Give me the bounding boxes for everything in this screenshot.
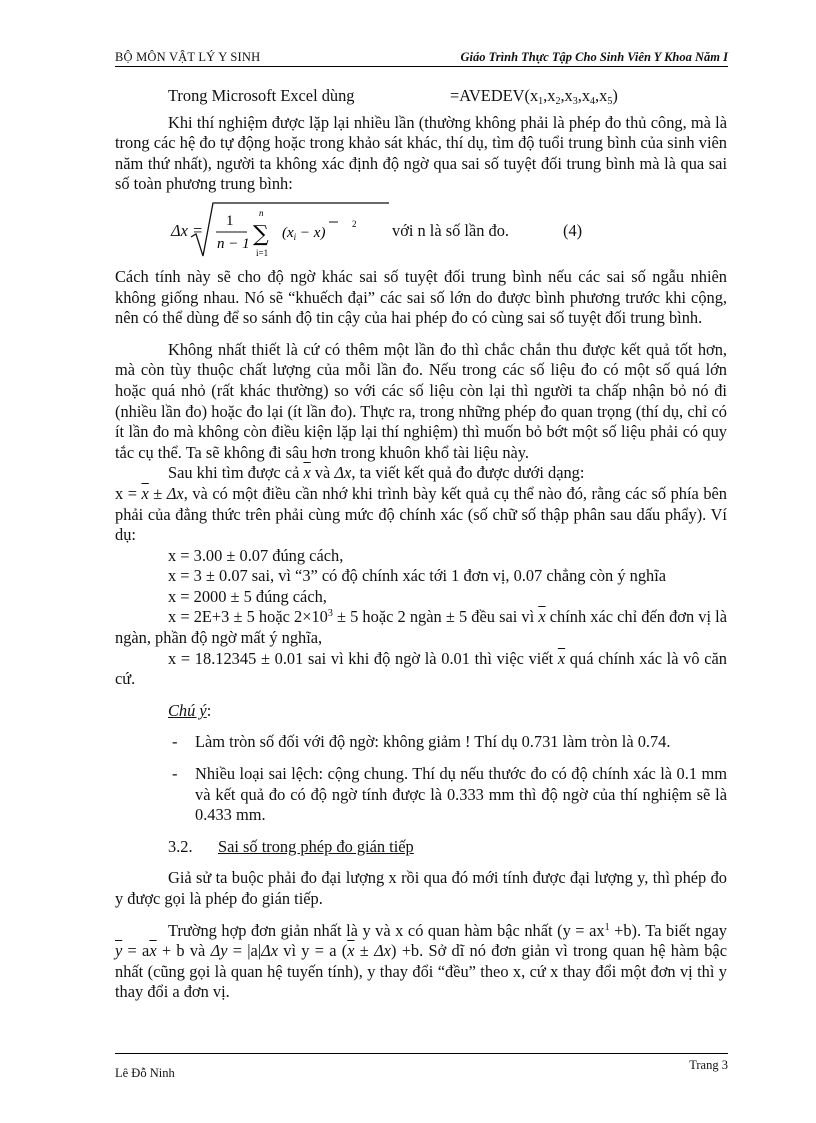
note-item-2: - Nhiều loại sai lệch: cộng chung. Thí dụ nếu thước đo có độ chính xác là 0.1 mm và kết quả đo có độ ngờ tính được là 0.333 mm thì độ ngờ của thí nghiệm sẽ là 0.433 mm. [172, 764, 727, 825]
section-title: Sai số trong phép đo gián tiếp [218, 836, 414, 856]
equation-number: (4) [563, 220, 583, 240]
x-bar: $\overline{x}$ [538, 607, 546, 627]
excel-sep: ,x [543, 86, 556, 105]
delta-y: Δy [210, 941, 228, 961]
example-5: x = 18.12345 ± 0.01 sai vì khi độ ngờ là 0.01 thì việc viết $\overline{x}$ quá chính xác là vô căn cứ. [115, 648, 727, 689]
paragraph-6: Giả sử ta buộc phải đo đại lượng x rồi qua đó mới tính được đại lượng y, thì phép đo y được gọi là phép đo gián tiếp. [115, 868, 727, 908]
excel-function: =AVEDEV(x [450, 86, 539, 105]
formula-lhs: Δx = [171, 220, 204, 240]
footer-author: Lê Đỗ Ninh [115, 1066, 175, 1080]
section-number: 3.2. [168, 836, 193, 856]
excel-sep: ,x [560, 86, 573, 105]
formula-sum-bottom: i=1 [256, 247, 269, 258]
formula-radical [189, 201, 389, 261]
delta-x: Δx [334, 463, 352, 483]
excel-sep: ,x [577, 86, 591, 105]
excel-line [115, 86, 727, 107]
formula-term: $(x_i - x)$ [282, 224, 326, 242]
paragraph-4: Sau khi tìm được cả $\overline{x}$ và Δx, ta viết kết quả đo được dưới dạng: [168, 463, 585, 483]
example-4: x = 2E+3 ± 5 hoặc $2\times 10^3 \pm 5$ hoặc 2 ngàn ± 5 đều sai vì $\overline{x}$ chính xác chỉ đến đơn vị là ngàn, phần độ ngờ mất ý nghĩa, [115, 607, 728, 648]
formula-one: 1 [226, 212, 234, 229]
note-heading: Chú ý: [168, 700, 212, 720]
paragraph-7: Trường hợp đơn giản nhất là y và x có quan hàm bậc nhất $(y = ax^1 +b)$. Ta biết ngay $\overline{y} = a\overline{x} + b$ và Δy = |a|Δx vì y = a $(\overline{x} \pm \Delta x) +b$. Sở dĩ nó đơn giản vì trong quan hệ hàm bậc nhất (cũng gọi là quan hệ tuyến tính), y thay đổi “đều” theo x, cứ x thay đổi một đơn vị thì y thay đổi a đơn vị. [115, 920, 728, 1002]
paragraph-3: Không nhất thiết là cứ có thêm một lần đo thì chắc chắn thu được kết quả tốt hơn, mà còn tùy thuộc chất lượng của mỗi lần đo. Nếu trong các số liệu đo có một số quá lớn hoặc quá nhỏ (rất khác thường) so với các số liệu còn lại thì người ta chấp nhận bỏ nó đi (nhiều lần đo) hoặc đo lại (ít lần đo). Thực ra, trong những phép đo quan trọng (thí dụ, chỉ có ít lần đo mà không còn điều kiện lặp lại thí nghiệm) thì muốn bỏ bớt một số liệu phải có quy tắc cụ thể. Ta sẽ không đi sâu hơn trong khuôn khổ tài liệu này. [115, 339, 727, 462]
x-bar: $\overline{x}$ [149, 941, 157, 961]
formula-denominator: n − 1 [217, 235, 250, 252]
delta-x: Δx [374, 941, 391, 961]
page-footer [115, 1053, 728, 1080]
sigma-icon: ∑ [253, 221, 269, 247]
x-bar: $\overline{x}$ [141, 483, 149, 503]
excel-close: ) [612, 86, 618, 105]
formula-exponent: 2 [352, 218, 357, 229]
note-item-1: - Làm tròn số đối với độ ngờ: không giảm ! Thí dụ 0.731 làm tròn là 0.74. [172, 732, 671, 752]
formula-description: với n là số lần đo. [392, 220, 510, 240]
example-2: x = 3 ± 0.07 sai, vì “3” có độ chính xác tới 1 đơn vị, 0.07 chẳng còn ý nghĩa [168, 566, 667, 586]
example-3: x = 2000 ± 5 đúng cách, [168, 586, 327, 606]
excel-sub-1: 1 [538, 96, 544, 107]
excel-label: Trong Microsoft Excel dùng [168, 86, 355, 105]
paragraph-1: Khi thí nghiệm được lặp lại nhiều lần (thường không phải là phép đo thủ công, mà là trong các hệ đo tự động hoặc trong khảo sát khác, thí dụ, tìm độ tuổi trung bình của sinh viên năm thứ nhất), người ta không xác định độ ngờ qua sai số tuyệt đối trung bình mà là qua sai số toàn phương trung bình: [115, 112, 727, 194]
page-number: Trang 3 [689, 1058, 728, 1072]
excel-sub-5: 5 [607, 96, 613, 107]
paragraph-5: $x = \overline{x} \pm \Delta x$, và có một điều cần nhớ khi trình bày kết quả cụ thể nào đó, rằng các số phía bên phải của đẳng thức trên phải cùng mức độ chính xác (số chữ số thập phân sau dấu phẩy). Ví dụ: [115, 483, 727, 545]
delta-x: Δx [261, 941, 278, 961]
excel-sub-3: 3 [572, 96, 578, 107]
formula-sum-top: n [259, 207, 264, 218]
delta-x: Δx [166, 483, 184, 503]
x-bar: $\overline{x}$ [557, 648, 566, 668]
excel-sub-4: 4 [590, 96, 596, 107]
x-bar: $\overline{x}$ [347, 941, 355, 961]
excel-sep: ,x [595, 86, 608, 105]
page-body [115, 86, 727, 1003]
y-bar: $\overline{y}$ [115, 941, 123, 961]
excel-sub-2: 2 [555, 96, 561, 107]
dash-bullet: - [172, 764, 178, 784]
header-department: BỘ MÔN VẬT LÝ Y SINH [115, 50, 261, 64]
header-book-title: Giáo Trình Thực Tập Cho Sinh Viên Y Khoa Năm I [460, 50, 728, 64]
dash-bullet: - [172, 732, 178, 752]
paragraph-2: Cách tính này sẽ cho độ ngờ khác sai số tuyệt đối trung bình nếu các sai số ngẫu nhiên không giống nhau. Nó sẽ “khuếch đại” các sai số lớn do được bình phương trước khi cộng, nên có thể dùng để so sánh độ tin cậy của hai phép đo có cùng sai số tuyệt đối trung bình. [115, 266, 727, 328]
formula-rms-error [115, 199, 727, 261]
page-header [115, 48, 728, 67]
section-heading [115, 837, 727, 858]
example-1: x = 3.00 ± 0.07 đúng cách, [168, 545, 344, 565]
x-bar: $\overline{x}$ [303, 463, 311, 483]
